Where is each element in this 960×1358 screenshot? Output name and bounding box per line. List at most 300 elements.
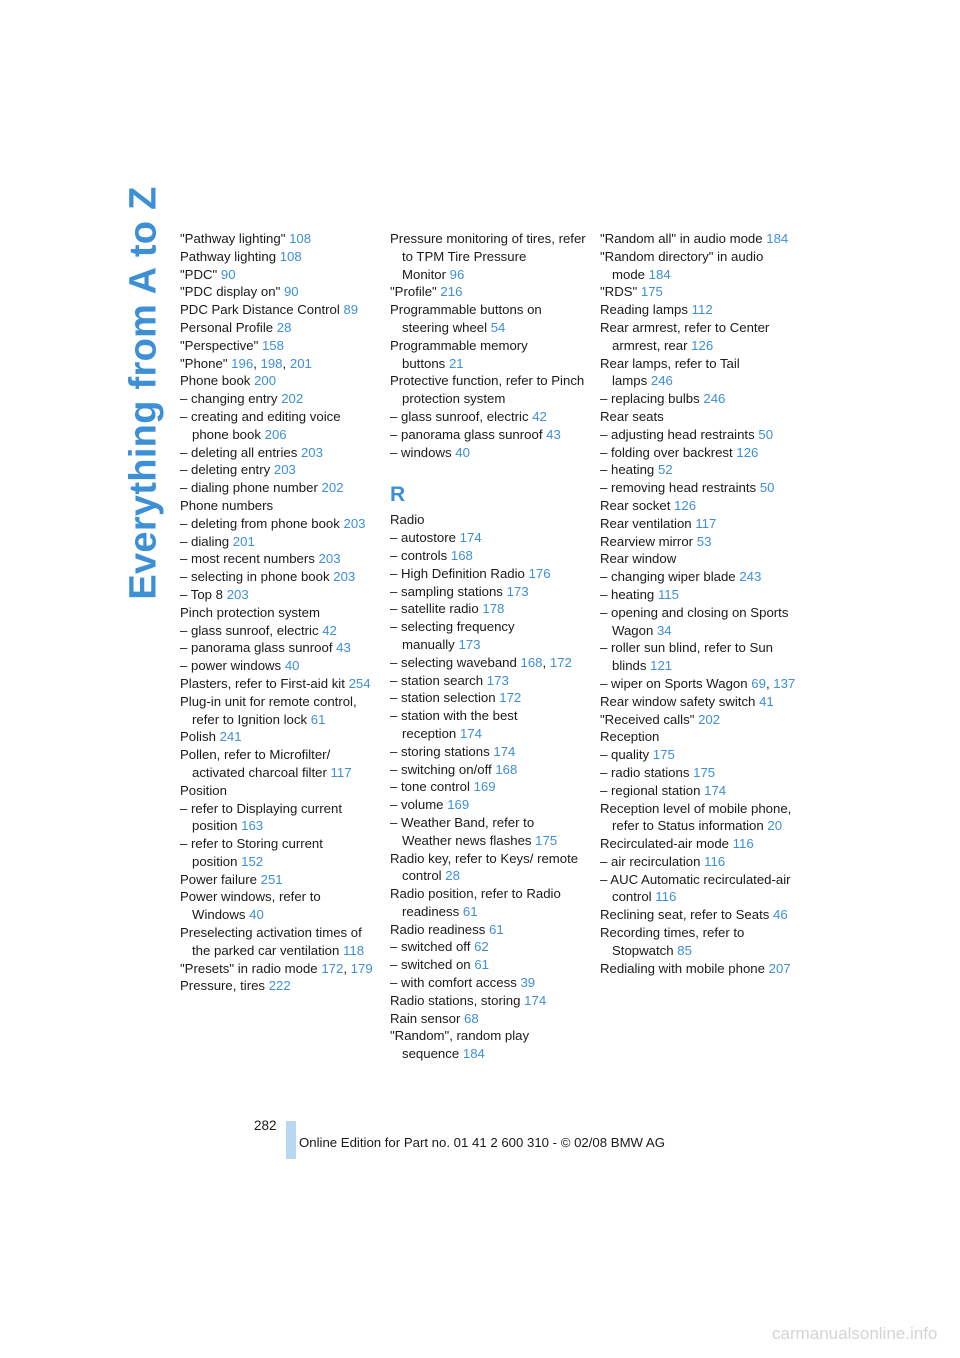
page-reference-link[interactable]: 201	[232, 533, 255, 549]
page-reference-link[interactable]: 68	[464, 1010, 479, 1026]
page-reference-link[interactable]: 196	[231, 355, 254, 371]
index-entry	[600, 711, 796, 729]
page-reference-link[interactable]: 175	[693, 764, 716, 780]
page-reference-link[interactable]: 203	[300, 444, 323, 460]
index-entry	[390, 778, 586, 796]
index-entry	[600, 800, 796, 836]
page-reference-link[interactable]: 34	[656, 622, 672, 638]
index-entry	[180, 728, 376, 746]
index-entry	[180, 319, 376, 337]
index-term: "Random directory" in audio mode	[600, 248, 764, 282]
index-term: Programmable buttons on steering wheel	[390, 302, 542, 335]
page-reference-link[interactable]: 207	[768, 960, 791, 976]
page-reference-link[interactable]: 53	[696, 533, 712, 549]
index-term: – opening and closing on Sports Wagon	[600, 604, 789, 638]
index-entry	[600, 497, 796, 515]
page-reference-link[interactable]: 172	[549, 654, 572, 670]
index-term: Rear window	[600, 551, 677, 567]
page-reference-link[interactable]: 116	[732, 836, 754, 852]
page-reference-link[interactable]: 42	[532, 408, 547, 424]
page-reference-link[interactable]: 203	[273, 462, 296, 478]
page-reference-link[interactable]: 254	[348, 675, 371, 691]
index-column-2	[390, 230, 586, 1063]
page-reference-link[interactable]: 43	[336, 640, 351, 656]
index-term: – deleting from phone book	[180, 515, 340, 531]
page-reference-link[interactable]: 112	[691, 302, 713, 318]
index-entry	[180, 461, 376, 479]
index-entry	[600, 604, 796, 640]
page-reference-link[interactable]: 178	[482, 601, 505, 617]
index-entry	[390, 337, 586, 373]
index-column-1	[180, 230, 376, 995]
page-reference-link[interactable]: 184	[648, 266, 671, 282]
index-entry	[600, 230, 796, 248]
index-entry	[390, 1027, 586, 1063]
page-reference-link[interactable]: 246	[703, 391, 726, 407]
index-entry	[390, 938, 586, 956]
page-reference-link[interactable]: 203	[333, 569, 356, 585]
index-term: Power failure	[180, 871, 257, 887]
page-reference-link[interactable]: 61	[462, 903, 478, 919]
page-reference-link[interactable]: 90	[283, 284, 299, 300]
index-entry	[600, 479, 796, 497]
page-reference-link[interactable]: 246	[650, 373, 673, 389]
index-term: "Received calls"	[600, 711, 695, 727]
index-entry	[600, 283, 796, 301]
index-entry: "Presets" in radio mode 172, 179	[180, 960, 373, 976]
index-term: Programmable memory buttons	[390, 337, 528, 371]
page-reference-link[interactable]: 20	[767, 818, 783, 834]
index-entry	[180, 693, 376, 729]
page-reference-link[interactable]: 54	[490, 319, 506, 335]
index-entry	[180, 800, 376, 836]
page-reference-link[interactable]: 173	[486, 672, 509, 688]
index-entry	[180, 479, 376, 497]
index-entry	[390, 921, 586, 939]
index-entry	[180, 586, 376, 604]
page-reference-link[interactable]: 115	[657, 586, 679, 602]
index-entry	[390, 618, 586, 654]
index-term: Pollen, refer to Microfilter/ activated charcoal filter	[180, 747, 331, 780]
index-entry	[390, 885, 586, 921]
index-term: – creating and editing voice phone book	[180, 408, 341, 442]
index-entry	[180, 657, 376, 675]
page-reference-link[interactable]: 40	[284, 658, 300, 674]
page-reference-link[interactable]: 158	[261, 337, 284, 353]
index-entry	[600, 906, 796, 924]
index-term: – regional station	[600, 782, 701, 798]
index-term: Polish	[180, 729, 216, 745]
page-reference-link[interactable]: 202	[321, 480, 344, 496]
index-term: – glass sunroof, electric	[180, 622, 319, 638]
index-entry	[600, 835, 796, 853]
index-entry	[390, 547, 586, 565]
index-entry: – selecting waveband 168, 172	[390, 654, 572, 670]
index-term: – air recirculation	[600, 853, 701, 869]
index-term: Radio readiness	[390, 921, 486, 937]
index-term: Reception level of mobile phone, refer to Status information	[600, 800, 792, 834]
index-term: – satellite radio	[390, 601, 479, 617]
index-entry	[390, 974, 586, 992]
page-reference-link[interactable]: 203	[226, 586, 249, 602]
index-entry	[600, 568, 796, 586]
index-term: Pressure monitoring of tires, refer to TPM Tire Pressure Monitor	[390, 231, 586, 282]
index-term: – volume	[390, 797, 444, 813]
index-term: "Perspective"	[180, 337, 259, 353]
page-reference-link[interactable]: 152	[241, 853, 264, 869]
index-term: – radio stations	[600, 764, 690, 780]
index-term: Rear seats	[600, 408, 664, 424]
page-reference-link[interactable]: 43	[546, 426, 561, 442]
index-term: Rear window safety switch	[600, 693, 756, 709]
index-term: – quality	[600, 747, 650, 763]
page-reference-link[interactable]: 52	[657, 462, 673, 478]
index-term: Rearview mirror	[600, 533, 694, 549]
page-reference-link[interactable]: 251	[260, 871, 283, 887]
index-term: – selecting in phone book	[180, 569, 330, 585]
index-term: – panorama glass sunroof	[180, 640, 333, 656]
page-reference-link[interactable]: 40	[455, 444, 470, 460]
index-term: "Presets" in radio mode	[180, 960, 318, 976]
index-entry	[390, 301, 586, 337]
index-term: – selecting frequency manually	[390, 619, 515, 652]
page-reference-link[interactable]: 179	[350, 960, 373, 976]
page-reference-link[interactable]: 172	[499, 690, 522, 706]
index-term: Phone book	[180, 373, 251, 389]
index-entry	[180, 639, 376, 657]
index-term: Radio position, refer to Radio readiness	[390, 886, 561, 919]
footer-edition-text: Online Edition for Part no. 01 41 2 600 310 - © 02/08 BMW AG	[299, 1135, 665, 1150]
page-reference-link[interactable]: 85	[677, 942, 692, 958]
index-entry	[180, 230, 376, 248]
index-term: Radio	[390, 512, 425, 528]
index-term: – heating	[600, 462, 655, 478]
watermark: carmanualsonline.info	[772, 1324, 938, 1343]
index-term: – changing wiper blade	[600, 569, 736, 585]
page-reference-link[interactable]: 216	[440, 284, 463, 300]
index-term: Phone numbers	[180, 497, 274, 513]
index-entry	[600, 355, 796, 391]
page-reference-link[interactable]: 168	[495, 761, 518, 777]
index-term: "Random all" in audio mode	[600, 231, 763, 246]
index-term: Redialing with mobile phone	[600, 960, 765, 976]
index-entry	[390, 689, 586, 707]
index-entry	[390, 565, 586, 583]
index-entry	[390, 672, 586, 690]
index-entry	[180, 604, 376, 622]
page-reference-link[interactable]: 173	[506, 583, 529, 599]
index-term: Rear lamps, refer to Tail lamps	[600, 355, 740, 389]
index-entry	[390, 444, 586, 462]
page-reference-link[interactable]: 61	[310, 711, 326, 727]
index-entry	[180, 497, 376, 515]
index-entry	[390, 283, 586, 301]
index-term: – deleting all entries	[180, 444, 298, 460]
page-reference-link[interactable]: 184	[462, 1046, 485, 1062]
index-entry	[390, 583, 586, 601]
page-reference-link[interactable]: 202	[698, 711, 721, 727]
index-entry	[180, 533, 376, 551]
index-entry	[180, 444, 376, 462]
page-reference-link[interactable]: 28	[445, 868, 460, 884]
index-term: Power windows, refer to Windows	[180, 889, 321, 923]
index-term: – refer to Displaying current position	[180, 800, 342, 834]
index-term: – High Definition Radio	[390, 565, 525, 581]
index-entry	[180, 301, 376, 319]
index-entry	[180, 888, 376, 924]
index-entry	[180, 622, 376, 640]
index-term: Rain sensor	[390, 1010, 461, 1026]
page-reference-link[interactable]: 61	[488, 921, 504, 937]
index-term: "PDC display on"	[180, 284, 281, 300]
index-term: Pressure, tires	[180, 978, 266, 994]
index-entry	[600, 782, 796, 800]
index-entry	[600, 728, 796, 746]
index-term: – windows	[390, 444, 452, 460]
page-reference-link[interactable]: 168	[520, 654, 543, 670]
page-reference-link[interactable]: 118	[343, 942, 365, 958]
index-entry	[390, 511, 586, 529]
page-reference-link[interactable]: 203	[318, 551, 341, 567]
index-entry	[390, 814, 586, 850]
index-entry	[180, 782, 376, 800]
index-term: Pathway lighting	[180, 248, 277, 264]
index-term: – changing entry	[180, 391, 278, 407]
index-entry	[180, 266, 376, 284]
index-term: – Top 8	[180, 586, 224, 602]
page-reference-link[interactable]: 108	[289, 231, 312, 246]
index-entry	[600, 550, 796, 568]
index-entry	[600, 444, 796, 462]
index-entry	[390, 743, 586, 761]
index-term: – refer to Storing current position	[180, 836, 323, 869]
page-reference-link[interactable]: 121	[650, 658, 673, 674]
index-term: – station with the best reception	[390, 708, 518, 741]
index-entry	[600, 924, 796, 960]
index-term: "Phone"	[180, 355, 228, 371]
index-term: – deleting entry	[180, 462, 271, 478]
index-term: Radio stations, storing	[390, 992, 521, 1008]
index-entry	[600, 853, 796, 871]
index-term: – heating	[600, 586, 655, 602]
page-reference-link[interactable]: 203	[343, 515, 366, 531]
index-entry	[600, 871, 796, 907]
page-reference-link[interactable]: 243	[739, 569, 762, 585]
index-term: – switched on	[390, 957, 471, 973]
index-term: – autostore	[390, 530, 456, 546]
page-reference-link[interactable]: 169	[447, 797, 470, 813]
page-reference-link[interactable]: 90	[220, 266, 236, 282]
page-reference-link[interactable]: 169	[473, 779, 496, 795]
page-reference-link[interactable]: 116	[655, 889, 677, 905]
index-term: – dialing	[180, 533, 230, 549]
index-entry	[390, 761, 586, 779]
index-entry	[180, 283, 376, 301]
page-reference-link[interactable]: 50	[758, 426, 774, 442]
index-term: Personal Profile	[180, 319, 274, 335]
index-term: Protective function, refer to Pinch protection system	[390, 373, 585, 407]
index-term: – with comfort access	[390, 975, 517, 991]
index-entry	[600, 515, 796, 533]
index-entry	[390, 372, 586, 408]
index-entry	[390, 992, 586, 1010]
page-reference-link[interactable]: 184	[766, 231, 789, 246]
index-term: Reception	[600, 729, 660, 745]
page-reference-link[interactable]: 108	[279, 248, 302, 264]
page-reference-link[interactable]: 174	[459, 725, 482, 741]
page-reference-link[interactable]: 126	[674, 497, 697, 513]
index-entry	[390, 850, 586, 886]
index-term: "Pathway lighting"	[180, 231, 286, 246]
index-entry	[600, 248, 796, 284]
page-reference-link[interactable]: 40	[249, 907, 264, 923]
page-reference-link[interactable]: 61	[474, 957, 489, 973]
index-entry	[390, 426, 586, 444]
index-term: – AUC Automatic recirculated-air control	[600, 871, 791, 905]
index-term: – selecting waveband	[390, 654, 517, 670]
index-term: – panorama glass sunroof	[390, 426, 543, 442]
page-reference-link[interactable]: 39	[520, 975, 536, 991]
index-entry	[180, 550, 376, 568]
page-reference-link[interactable]: 96	[449, 266, 465, 282]
page-reference-link[interactable]: 174	[524, 992, 547, 1008]
index-entry	[180, 408, 376, 444]
page-reference-link[interactable]: 163	[241, 818, 264, 834]
index-term: Reading lamps	[600, 302, 688, 318]
index-entry	[600, 533, 796, 551]
page-reference-link[interactable]: 117	[330, 764, 352, 780]
index-entry	[600, 960, 796, 978]
page-reference-link[interactable]: 175	[652, 747, 675, 763]
index-entry	[180, 372, 376, 390]
index-entry	[390, 707, 586, 743]
index-entry	[600, 408, 796, 426]
index-entry	[180, 337, 376, 355]
side-title	[116, 186, 172, 600]
index-entry	[180, 746, 376, 782]
index-entry	[600, 586, 796, 604]
section-letter: R	[390, 483, 406, 507]
index-entry	[600, 693, 796, 711]
index-entry	[390, 529, 586, 547]
index-entry	[180, 675, 376, 693]
index-term: Plasters, refer to First-aid kit	[180, 675, 345, 691]
page-reference-link[interactable]: 175	[640, 284, 663, 300]
index-entry	[390, 230, 586, 283]
index-term: Reclining seat, refer to Seats	[600, 907, 770, 923]
index-term: – controls	[390, 547, 448, 563]
index-term: Pinch protection system	[180, 604, 320, 620]
page-reference-link[interactable]: 201	[289, 355, 312, 371]
index-entry	[180, 568, 376, 586]
index-term: Recording times, refer to Stopwatch	[600, 925, 745, 958]
page-reference-link[interactable]: 126	[691, 337, 714, 353]
index-entry	[180, 977, 376, 995]
page-reference-link[interactable]: 28	[276, 319, 292, 335]
page-reference-link[interactable]: 176	[528, 565, 551, 581]
index-term: Radio key, refer to Keys/ remote control	[390, 850, 579, 884]
index-term: – folding over backrest	[600, 444, 733, 460]
page-reference-link[interactable]: 42	[322, 622, 337, 638]
index-entry: – wiper on Sports Wagon 69, 137	[600, 675, 796, 691]
page-reference-link[interactable]: 198	[260, 355, 283, 371]
page-reference-link[interactable]: 116	[704, 853, 726, 869]
page-reference-link[interactable]: 50	[759, 480, 775, 496]
index-term: – roller sun blind, refer to Sun blinds	[600, 640, 773, 674]
page-reference-link[interactable]: 174	[459, 530, 482, 546]
index-term: – tone control	[390, 779, 470, 795]
page-reference-link[interactable]: 137	[773, 675, 796, 691]
page-reference-link[interactable]: 62	[474, 939, 489, 955]
index-entry: "Phone" 196, 198, 201	[180, 355, 312, 371]
page-reference-link[interactable]: 117	[695, 515, 717, 531]
page-reference-link[interactable]: 206	[264, 426, 287, 442]
page-reference-link[interactable]: 46	[773, 907, 788, 923]
index-term: Rear ventilation	[600, 515, 692, 531]
index-term: "RDS"	[600, 284, 638, 300]
index-entry	[600, 426, 796, 444]
page-reference-link[interactable]: 202	[281, 391, 304, 407]
page-reference-link[interactable]: 174	[704, 782, 727, 798]
index-entry	[600, 764, 796, 782]
index-term: – dialing phone number	[180, 480, 318, 496]
page-number: 282	[254, 1118, 277, 1133]
index-entry	[600, 319, 796, 355]
index-entry	[180, 248, 376, 266]
index-term: – most recent numbers	[180, 551, 315, 567]
index-entry	[600, 390, 796, 408]
index-term: Plug-in unit for remote control, refer to Ignition lock	[180, 693, 357, 727]
index-entry	[600, 639, 796, 675]
page-reference-link[interactable]: 89	[343, 302, 359, 318]
page-reference-link[interactable]: 69	[751, 675, 766, 691]
index-term: – storing stations	[390, 743, 490, 759]
page-reference-link[interactable]: 222	[268, 978, 291, 994]
index-entry	[180, 390, 376, 408]
index-term: Position	[180, 782, 227, 798]
page-reference-link[interactable]: 200	[254, 373, 277, 389]
page-reference-link[interactable]: 168	[450, 547, 473, 563]
index-term: – wiper on Sports Wagon	[600, 675, 748, 691]
page-reference-link[interactable]: 241	[219, 729, 242, 745]
index-entry	[600, 301, 796, 319]
page-reference-link[interactable]: 21	[448, 355, 464, 371]
index-term: – station selection	[390, 690, 496, 706]
side-title-text: Everything from A to Z	[122, 186, 165, 600]
index-term: – switching on/off	[390, 761, 492, 777]
page-reference-link[interactable]: 172	[321, 960, 344, 976]
index-entry	[180, 515, 376, 533]
page-reference-link[interactable]: 41	[759, 693, 774, 709]
index-term: – sampling stations	[390, 583, 503, 599]
index-term: "PDC"	[180, 266, 218, 282]
page-reference-link[interactable]: 174	[493, 743, 516, 759]
index-entry	[600, 461, 796, 479]
page-reference-link[interactable]: 173	[458, 636, 481, 652]
footer-accent-bar	[286, 1121, 296, 1159]
index-term: – replacing bulbs	[600, 391, 700, 407]
index-entry	[390, 796, 586, 814]
index-term: – switched off	[390, 939, 471, 955]
page-reference-link[interactable]: 126	[736, 444, 759, 460]
page-reference-link[interactable]: 175	[535, 832, 558, 848]
index-entry	[180, 835, 376, 871]
index-term: – station search	[390, 672, 484, 688]
index-term: – power windows	[180, 658, 282, 674]
index-entry	[390, 600, 586, 618]
index-term: PDC Park Distance Control	[180, 302, 340, 318]
index-entry	[390, 408, 586, 426]
